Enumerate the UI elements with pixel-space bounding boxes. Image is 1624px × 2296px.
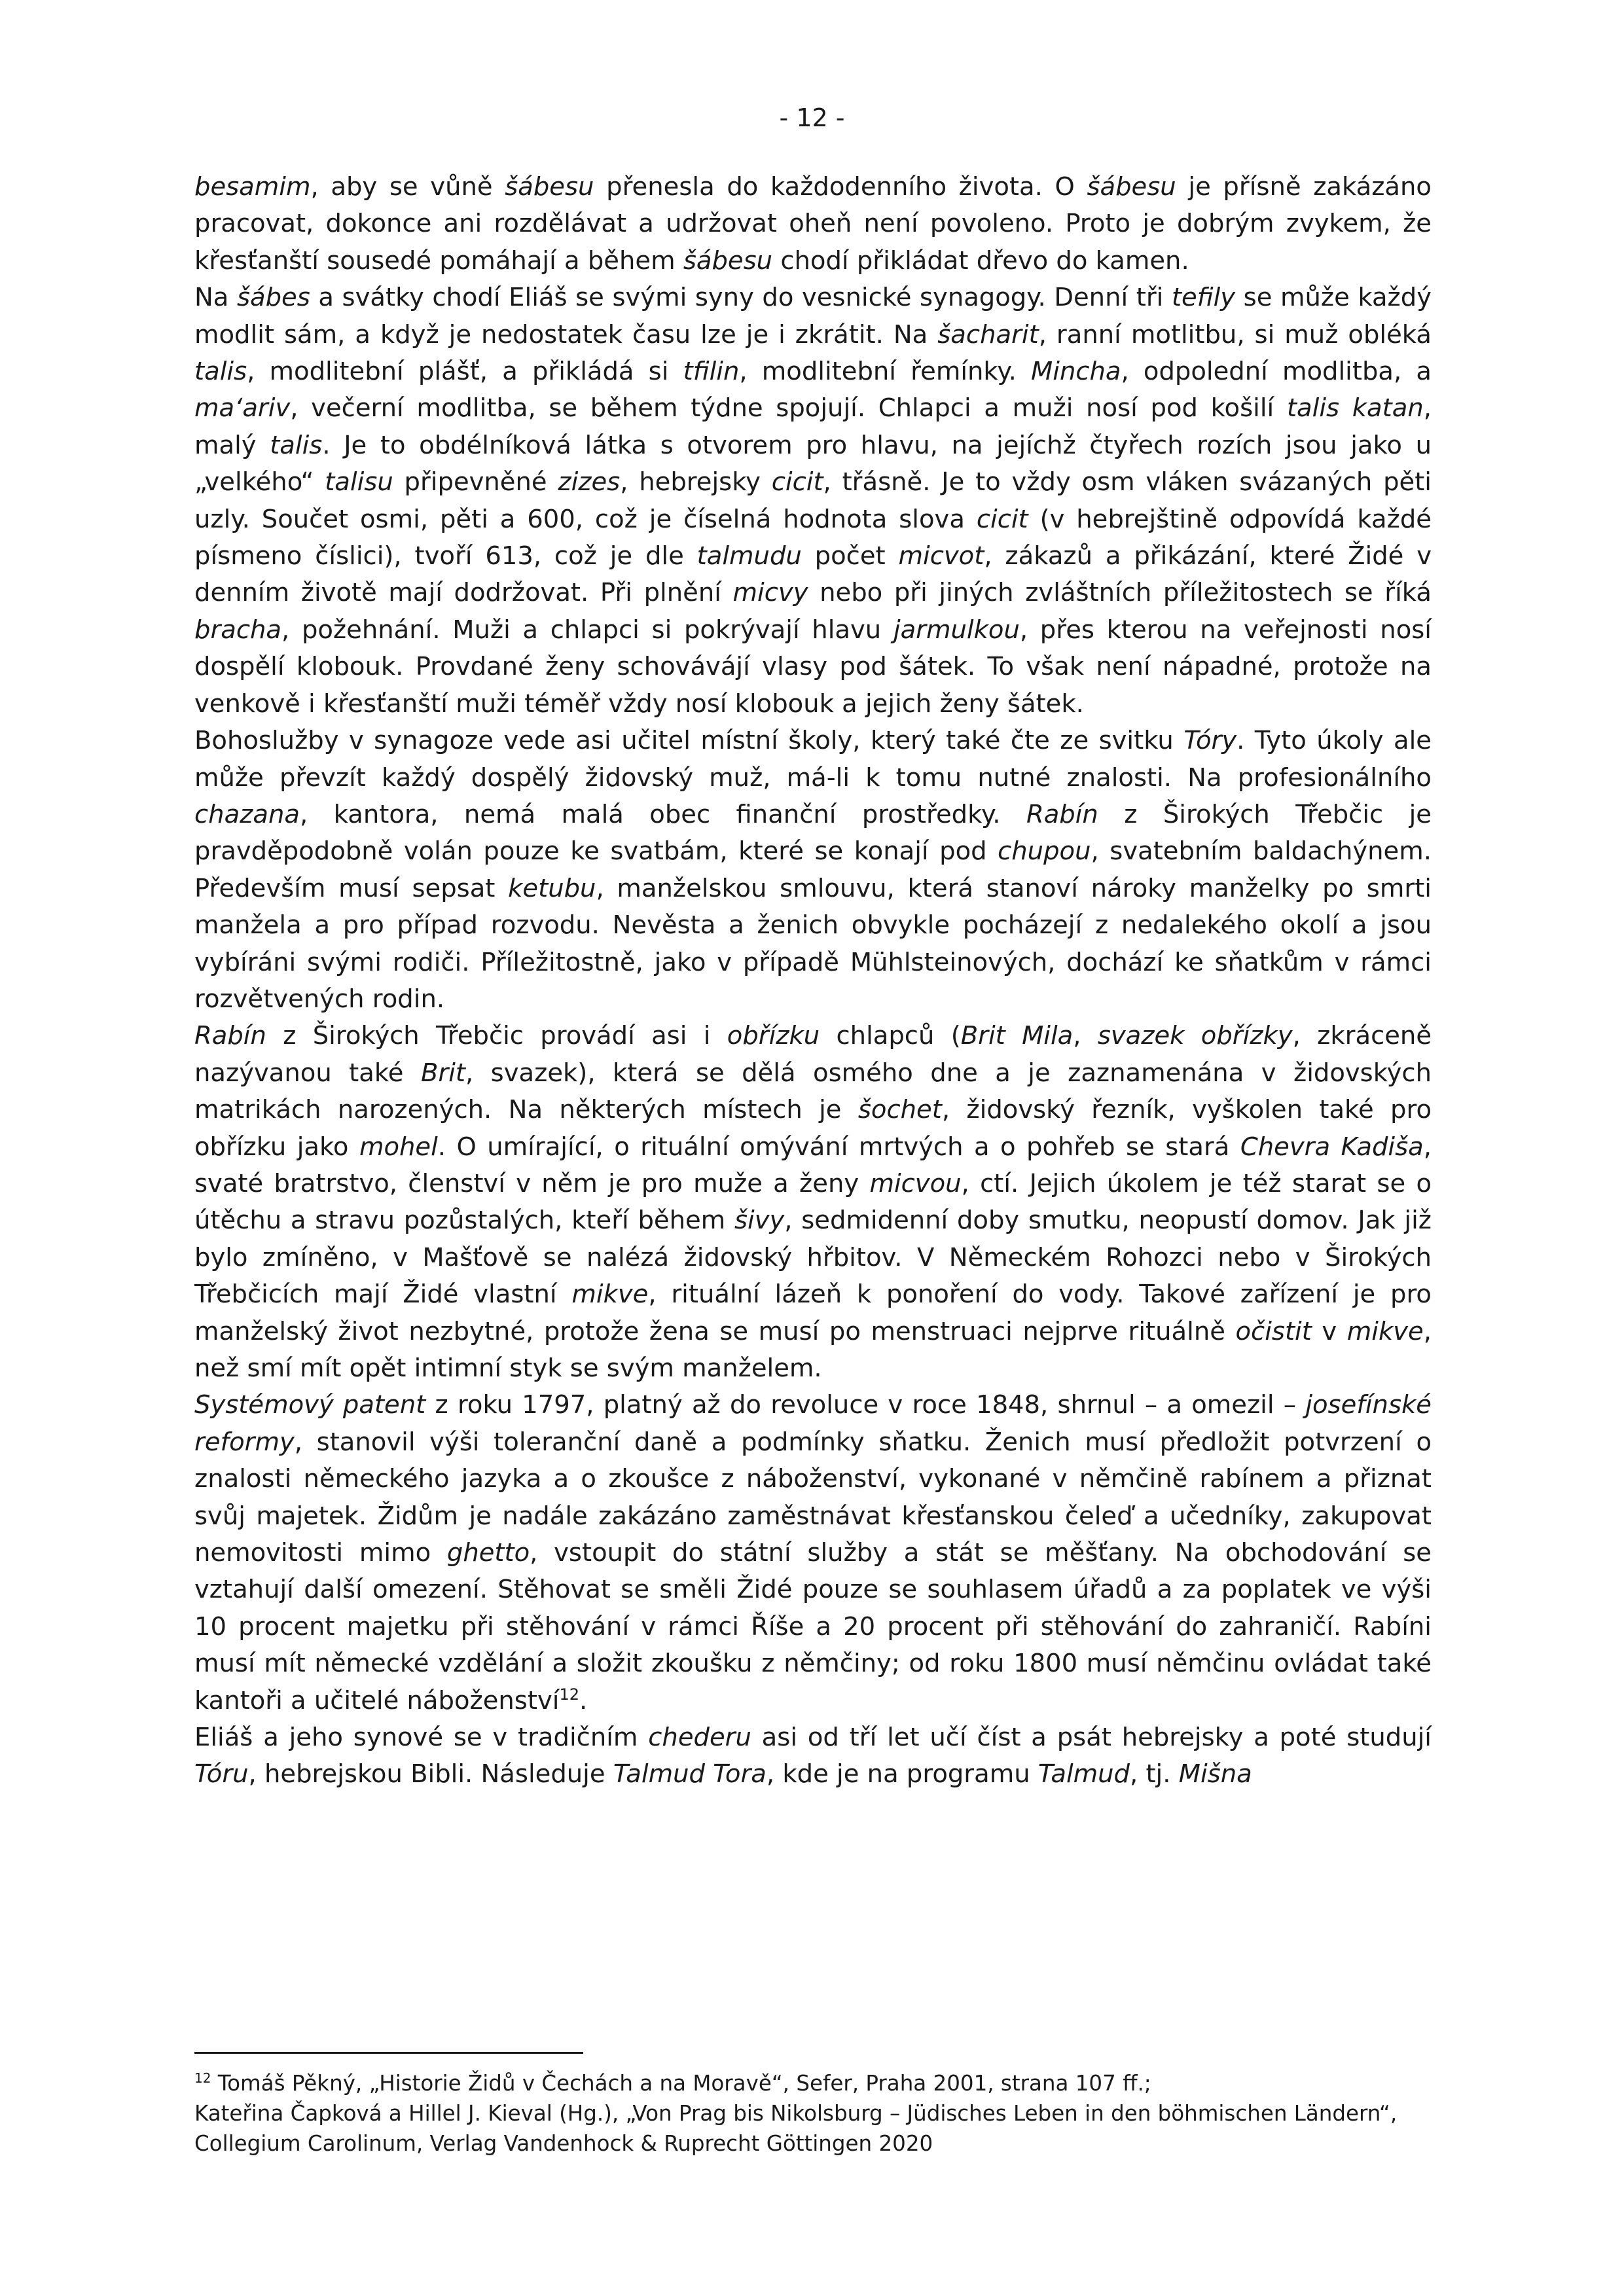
italic-term: jarmulkou <box>893 615 1020 645</box>
text-run: připevněné <box>393 467 558 497</box>
italic-term: Talmud <box>1038 1759 1130 1789</box>
italic-term: šivy <box>734 1206 785 1236</box>
italic-term: Systémový patent <box>194 1390 426 1420</box>
paragraph <box>194 723 1432 1018</box>
italic-term: ma‘ariv <box>194 393 291 423</box>
italic-term: josefínské reformy <box>194 1390 1432 1457</box>
italic-term: Mišna <box>1178 1759 1252 1789</box>
italic-term: talmudu <box>696 541 802 571</box>
text-run: , odpolední modlitba, a <box>1121 357 1432 387</box>
text-run: , hebrejsky <box>620 467 772 497</box>
italic-term: šacharit <box>937 319 1039 350</box>
italic-term: šábesu <box>1087 172 1176 202</box>
text-run: z Širokých Třebčic provádí asi i <box>266 1021 727 1051</box>
paragraph <box>194 1719 1432 1793</box>
italic-term: mikve <box>571 1280 649 1310</box>
text-run: , než smí mít opět intimní styk se svým manželem. <box>194 1316 1432 1383</box>
italic-term: Mincha <box>1031 357 1121 387</box>
text-run: , židovský řezník, vyškolen také pro obřízku jako <box>194 1095 1432 1162</box>
text-run: , hebrejskou Bibli. Následuje <box>248 1759 613 1789</box>
text-run: (v hebrejštině odpovídá každé písmeno číslici), tvoří 613, což je dle <box>194 504 1432 571</box>
italic-term: svazek obřízky <box>1097 1021 1293 1051</box>
italic-term: chupou <box>998 836 1091 867</box>
footnote-line <box>194 2068 1432 2098</box>
text-run: . Je to obdélníková látka s otvorem pro hlavu, na jejíchž čtyřech rozích jsou jako u „velkého“ <box>194 430 1432 497</box>
footnote-text: Tomáš Pěkný, „Historie Židů v Čechách a na Moravě“, Sefer, Praha 2001, strana 107 ff.; <box>211 2071 1151 2096</box>
text-run: , sedmidenní doby smutku, neopustí domov. Jak již bylo zmíněno, v Mašťově se nalézá židovský hřbitov. V Německém Rohozci nebo v Širokých Třebčicích mají Židé vlastní <box>194 1206 1432 1310</box>
footnote-separator <box>194 2052 583 2054</box>
text-run: , třásně. Je to vždy osm vláken svázaných pěti uzly. Součet osmi, pěti a 600, což je číselná hodnota slova <box>194 467 1432 534</box>
italic-term: talis <box>194 357 247 387</box>
text-run: , modlitební řemínky. <box>739 357 1032 387</box>
paragraph <box>194 1018 1432 1387</box>
text-run: Na <box>194 283 237 313</box>
paragraph <box>194 169 1432 279</box>
italic-term: šochet <box>857 1095 942 1125</box>
paragraph <box>194 1387 1432 1719</box>
body-text <box>194 169 1432 1793</box>
text-run: Bohoslužby v synagoze vede asi učitel místní školy, který také čte ze svitku <box>194 726 1184 756</box>
text-run: . <box>579 1685 588 1715</box>
text-run: nebo při jiných zvláštních příležitostech se říká <box>808 578 1432 608</box>
italic-term: šábesu <box>683 245 773 276</box>
italic-term: ketubu <box>508 873 596 903</box>
italic-term: Brit <box>420 1058 465 1088</box>
italic-term: očistit <box>1235 1316 1312 1346</box>
text-run: , zákazů a přikázání, které Židé v denním životě mají dodržovat. Při plnění <box>194 541 1432 608</box>
italic-term: cicit <box>771 467 823 497</box>
footnote-marker: 12 <box>194 2070 211 2087</box>
text-run: , kde je na programu <box>766 1759 1038 1789</box>
text-run: , stanovil výši toleranční daně a podmínky sňatku. Ženich musí předložit potvrzení o znalosti německého jazyka a o zkoušce z náboženství, vykonané v němčině rabínem a přiznat svůj majetek. Židům je nadále zakázáno zaměstnávat křesťanskou čeleď a učedníky, zakupovat nemovitosti mimo <box>194 1427 1432 1568</box>
italic-term: micvy <box>732 578 808 608</box>
italic-term: Brit Mila <box>960 1021 1074 1051</box>
text-run: z roku 1797, platný až do revoluce v roce 1848, shrnul – a omezil – <box>425 1390 1306 1420</box>
italic-term: chederu <box>648 1723 751 1753</box>
italic-term: šábesu <box>505 172 594 202</box>
text-run: , kantora, nemá malá obec finanční prostředky. <box>299 799 1026 829</box>
footnote-text: Kateřina Čapková a Hillel J. Kieval (Hg.), „Von Prag bis Nikolsburg – Jüdisches Leben in den böhmischen Ländern“, Collegium Carolinum, Verlag Vandenhock & Ruprecht Göttingen 2020 <box>194 2101 1398 2156</box>
page-number: - 12 - <box>779 103 845 132</box>
text-run: z Širokých Třebčic je pravděpodobně volán pouze ke svatbám, které se konají pod <box>194 799 1432 867</box>
footnote-reference: 12 <box>559 1685 579 1704</box>
italic-term: besamim <box>194 172 311 202</box>
text-run: , ctí. Jejich úkolem je též starat se o útěchu a stravu pozůstalých, kteří během <box>194 1168 1432 1236</box>
text-run: , rituální lázeň k ponoření do vody. Takové zařízení je pro manželský život nezbytné, protože žena se musí po menstruaci nejprve rituálně <box>194 1280 1432 1346</box>
italic-term: Rabín <box>1026 799 1098 829</box>
italic-term: Tóru <box>194 1759 249 1789</box>
text-run: , aby se vůně <box>310 172 505 202</box>
footnote-line <box>194 2098 1432 2159</box>
text-run: , tj. <box>1129 1759 1179 1789</box>
italic-term: micvot <box>898 541 984 571</box>
italic-term: talis katan <box>1286 393 1424 423</box>
text-run: . Tyto úkoly ale může převzít každý dospělý židovský muž, má-li k tomu nutné znalosti. Na profesionálního <box>194 726 1432 793</box>
italic-term: Rabín <box>194 1021 266 1051</box>
italic-term: micvou <box>869 1168 962 1198</box>
italic-term: talisu <box>325 467 393 497</box>
text-run: , modlitební plášť, a přikládá si <box>247 357 683 387</box>
text-run: přenesla do každodenního života. O <box>594 172 1087 202</box>
italic-term: Talmud Tora <box>613 1759 767 1789</box>
text-run: , vstoupit do státní služby a stát se měšťany. Na obchodování se vztahují další omezení. Stěhovat se směli Židé pouze se souhlasem úřadů a za poplatek ve výši 10 procent majetku při stěhování v rámci Říše a 20 procent při stěhování do zahraničí. Rabíni musí mít německé vzdělání a složit zkoušku z němčiny; od roku 1800 musí němčinu ovládat také kantoři a učitelé náboženství <box>194 1538 1432 1715</box>
text-run: , manželskou smlouvu, která stanoví nároky manželky po smrti manžela a pro případ rozvodu. Nevěsta a ženich obvykle pocházejí z nedalekého okolí a jsou vybíráni svými rodiči. Příležitostně, jako v případě Mühlsteinových, dochází ke sňatkům v rámci rozvětvených rodin. <box>194 873 1432 1014</box>
italic-term: šábes <box>236 283 310 313</box>
text-run: , zkráceně nazývanou také <box>194 1021 1432 1088</box>
text-run: chodí přikládat dřevo do kamen. <box>772 245 1189 276</box>
text-run: a svátky chodí Eliáš se svými syny do vesnické synagogy. Denní tři <box>310 283 1172 313</box>
text-run: chlapců ( <box>820 1021 961 1051</box>
italic-term: chazana <box>194 799 300 829</box>
text-run: , svatebním baldachýnem. Především musí sepsat <box>194 836 1432 903</box>
italic-term: tefily <box>1171 283 1236 313</box>
text-run: asi od tří let učí číst a psát hebrejsky a poté studují <box>751 1723 1432 1753</box>
text-run: , ranní motlitbu, si muž obléká <box>1038 319 1432 350</box>
italic-term: mohel <box>359 1132 438 1162</box>
text-run: , večerní modlitba, se během týdne spojují. Chlapci a muži nosí pod košilí <box>290 393 1287 423</box>
text-run: , svaté bratrstvo, členství v něm je pro muže a ženy <box>194 1132 1432 1198</box>
text-run: , malý <box>194 393 1432 460</box>
text-run: se může každý modlit sám, a když je nedostatek času lze je i zkrátit. Na <box>194 283 1432 350</box>
italic-term: Chevra Kadiša <box>1240 1132 1424 1162</box>
italic-term: mikve <box>1346 1316 1424 1346</box>
italic-term: talis <box>270 430 323 460</box>
italic-term: obřízku <box>727 1021 820 1051</box>
italic-term: cicit <box>976 504 1028 534</box>
text-run: v <box>1311 1316 1347 1346</box>
text-run: počet <box>801 541 899 571</box>
text-run: . O umírající, o rituální omývání mrtvých a o pohřeb se stará <box>437 1132 1240 1162</box>
footnotes <box>194 2068 1432 2159</box>
italic-term: zizes <box>558 467 621 497</box>
text-run: je přísně zakázáno pracovat, dokonce ani rozdělávat a udržovat oheň není povoleno. Proto je dobrým zvykem, že křesťanští sousedé pomáhají a během <box>194 172 1432 276</box>
italic-term: tfilin <box>683 357 740 387</box>
italic-term: ghetto <box>446 1538 530 1568</box>
text-run: Eliáš a jeho synové se v tradičním <box>194 1723 649 1753</box>
paragraph <box>194 279 1432 723</box>
text-run: , požehnání. Muži a chlapci si pokrývají hlavu <box>281 615 893 645</box>
text-run: , svazek), která se dělá osmého dne a je zaznamenána v židovských matrikách narozených. Na některých místech je <box>194 1058 1432 1125</box>
italic-term: Tóry <box>1183 726 1237 756</box>
text-run: , přes kterou na veřejnosti nosí dospělí klobouk. Provdané ženy schovávájí vlasy pod šátek. To však není nápadné, protože na venkově i křesťanští muži téměř vždy nosí klobouk a jejich ženy šátek. <box>194 615 1432 719</box>
text-run: , <box>1073 1021 1098 1051</box>
italic-term: bracha <box>194 615 282 645</box>
